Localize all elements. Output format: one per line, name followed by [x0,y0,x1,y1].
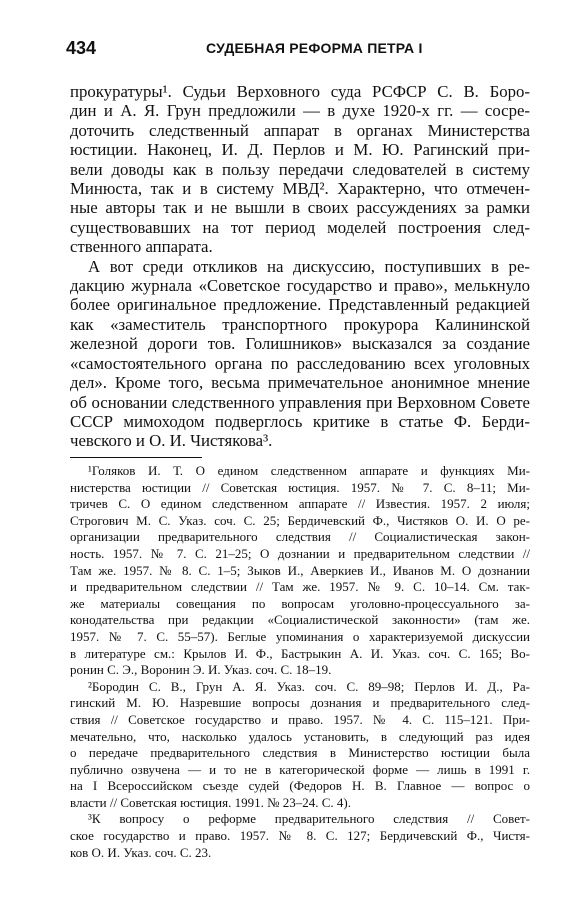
footnote-line: ронин С. Э., Воронин Э. И. Указ. соч. С. 18–19. [70,662,332,678]
footnote-line: тричев С. О едином следственном аппарате // Известия. 1957. 2 июля; [70,496,530,512]
footnote-3 [70,811,530,861]
footnote-line: ³К вопросу о реформе предварительного следствия // Совет- [88,811,530,827]
text-line: Минюста, так и в систему МВД². Характерно, что отмечен- [70,179,530,199]
footnote-line: ²Бородин С. В., Грун А. Я. Указ. соч. С. 89–98; Перлов И. Д., Ра- [88,678,530,694]
footnote-line: мечательно, что, насколько удалось установить, в следующий раз идея [70,728,530,744]
running-title: СУДЕБНАЯ РЕФОРМА ПЕТРА I [206,40,423,56]
footnote-line: гинский М. Ю. Назревшие вопросы дознания и предварительного след- [70,695,530,711]
footnote-line: же материалы совещания по вопросам уголовно-процессуального за- [70,595,530,611]
text-line: дин и А. Я. Грун предложили — в духе 1920-х гг. — сосре- [70,101,530,121]
footnote-line: ков О. И. Указ. соч. С. 23. [70,844,212,860]
footnote-line: на I Всероссийском съезде судей (Федоров Н. В. Главное — вопрос о [70,778,530,794]
footnote-2 [70,679,530,812]
main-text [70,82,530,451]
footnote-line: и предварительном следствии // Там же. 1957. № 9. С. 10–14. См. так- [70,579,530,595]
text-line: ственного аппарата. [70,237,213,257]
text-line: «самостоятельного органа по расследованию всех уголовных [70,353,530,373]
footnotes [70,463,530,861]
text-line: А вот среди откликов на дискуссию, поступивших в ре- [88,256,530,276]
footnote-line: о передаче предварительного следствия в Министерство юстиции была [70,745,530,761]
text-line: дел». Кроме того, весьма примечательное анонимное мнение [70,373,530,393]
paragraph-2 [70,257,530,451]
footnote-line: нистерства юстиции // Советская юстиция. 1957. № 7. С. 8–11; Ми- [70,479,530,495]
text-line: ные авторы так и не вышли в своих рассуждениях за рамки [70,198,530,218]
page-number: 434 [66,38,97,58]
text-line: железной дороги тов. Голишников» высказался за создание [70,334,530,354]
footnote-line: в литературе см.: Крылов И. Ф., Бастрыкин А. И. Указ. соч. С. 165; Во- [70,645,530,661]
footnote-line: власти // Советская юстиция. 1991. № 23–24. С. 4). [70,794,352,810]
paragraph-1 [70,82,530,257]
footnote-line: Строгович М. С. Указ. соч. С. 25; Бердичевский Ф., Чистяков О. И. О ре- [70,512,530,528]
text-line: дакцию журнала «Советское государство и право», мелькнуло [70,276,530,296]
text-line: вели доводы как в пользу передачи следователей в систему [70,159,530,179]
text-line: юстиции. Наконец, И. Д. Перлов и М. Ю. Рагинский при- [70,140,530,160]
footnote-line: ствия // Советское государство и право. 1957. № 4. С. 115–121. При- [70,711,530,727]
footnote-divider [70,457,202,458]
footnote-line: Там же. 1957. № 8. С. 1–5; Зыков И., Аверкиев И., Иванов М. О дознании [70,562,530,578]
footnote-line: ¹Голяков И. Т. О едином следственном аппарате и функциях Ми- [88,463,530,478]
text-line: существовавших на тот период моделей построения след- [70,217,530,237]
text-line: более оригинальное предложение. Представленный редакцией [70,295,530,315]
footnote-line: организации предварительного следствия // Социалистическая закон- [70,529,530,545]
text-line: как «заместитель транспортного прокурора Калининской [70,314,530,334]
footnote-line: публично озвучена — и то не в категорической форме — лишь в 1991 г. [70,761,530,777]
text-line: доточить следственный аппарат в органах Министерства [70,120,530,140]
footnote-line: 1957. № 7. С. 55–57). Беглые упоминания о характеризуемой дискуссии [70,628,530,644]
footnote-line: конодательства при редакции «Социалистической законности» (там же. [70,612,530,628]
footnote-line: ское государство и право. 1957. № 8. С. 127; Бердичевский Ф., Чистя- [70,828,530,844]
text-line: СССР мимоходом подверглось критике в статье Ф. Берди- [70,411,530,431]
text-line: чевского и О. И. Чистякова³. [70,431,273,451]
text-line: прокуратуры¹. Судьи Верховного суда РСФСР С. В. Боро- [70,82,530,101]
footnote-1 [70,463,530,679]
footnote-line: ность. 1957. № 7. С. 21–25; О дознании и предварительном следствии // [70,545,530,561]
text-line: об основании следственного управления при Верховном Совете [70,392,530,412]
